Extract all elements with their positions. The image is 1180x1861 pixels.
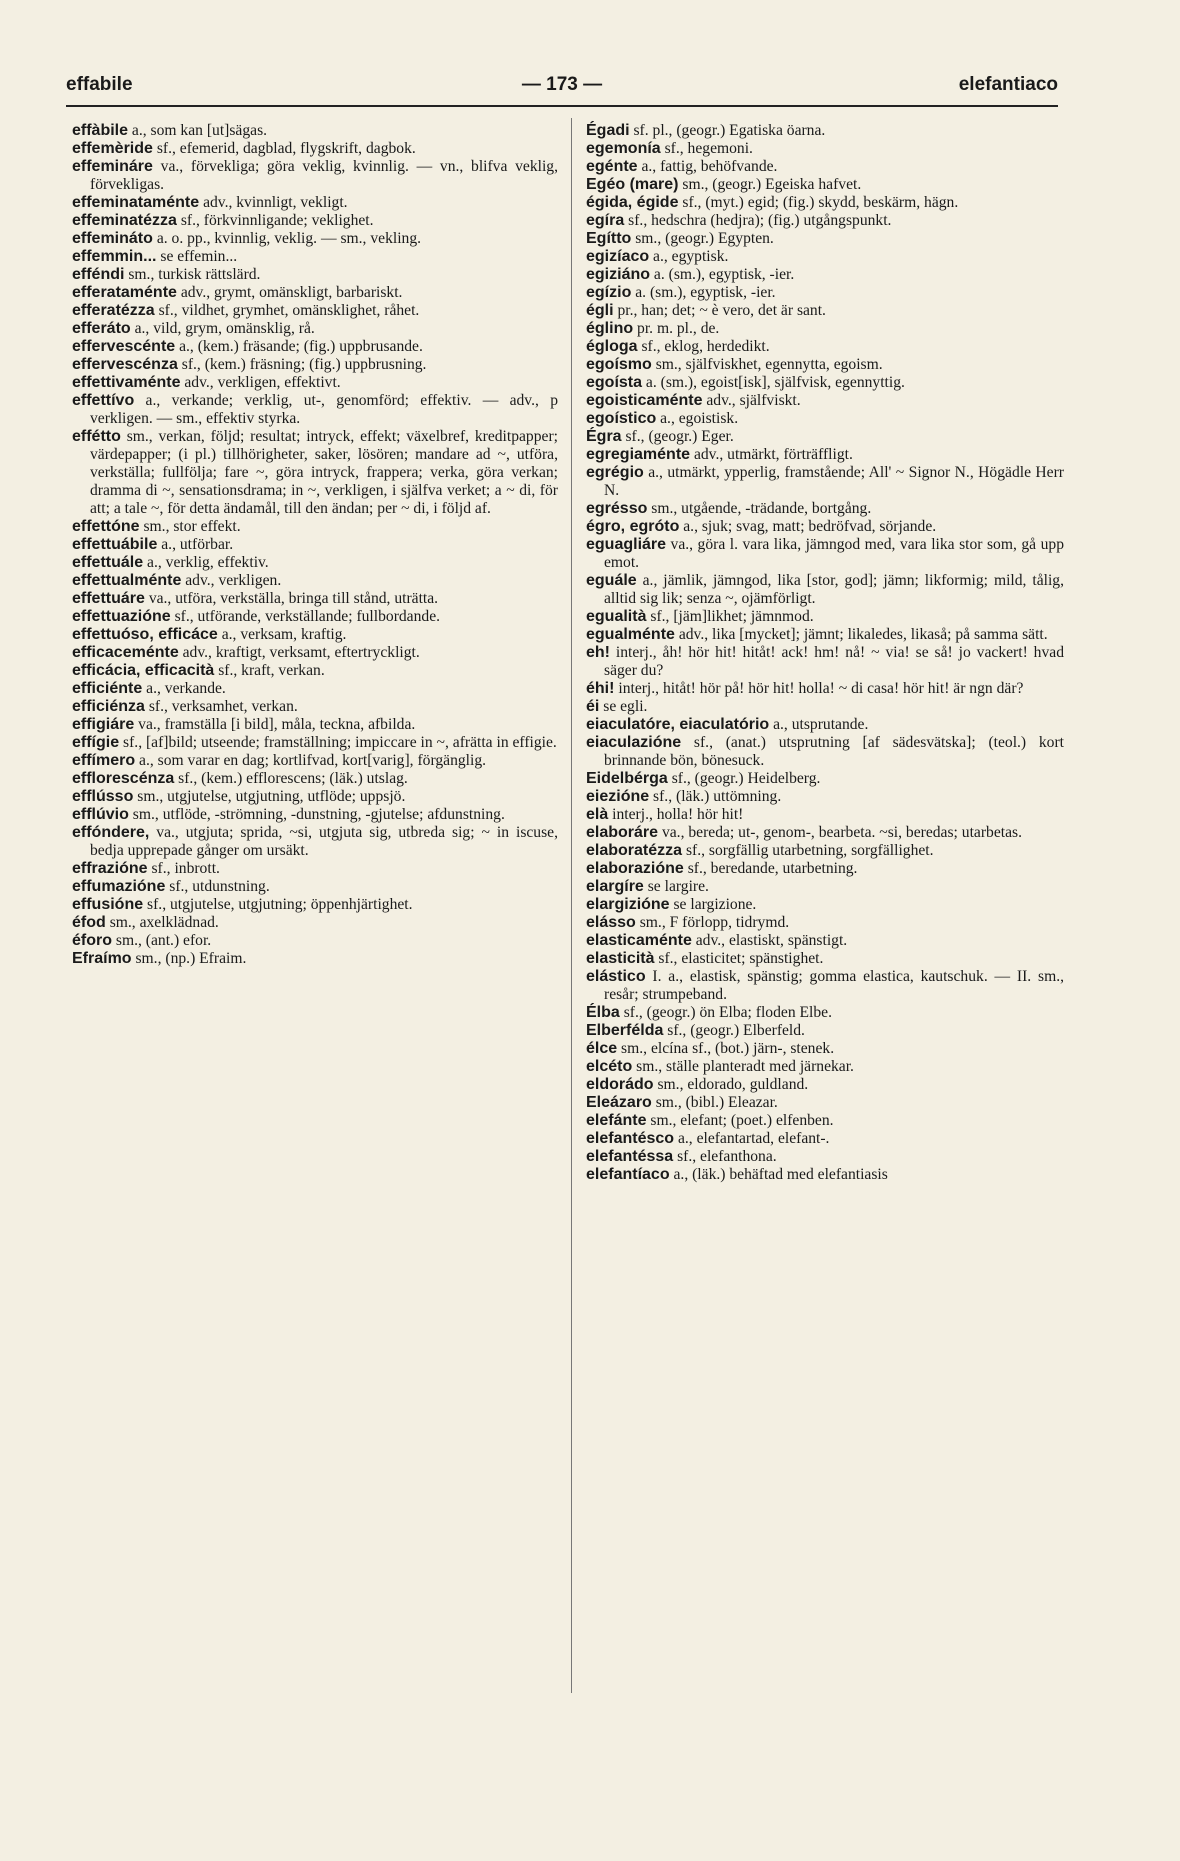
entry-headword: effóndere, bbox=[72, 824, 150, 841]
dictionary-entry bbox=[586, 1112, 1064, 1130]
entry-headword: effettivaménte bbox=[72, 374, 181, 391]
entry-headword: effumazióne bbox=[72, 878, 166, 895]
entry-headword: elasticaménte bbox=[586, 932, 692, 949]
dictionary-entry bbox=[586, 428, 1064, 446]
entry-headword: elefantíaco bbox=[586, 1166, 670, 1183]
entry-definition: va., göra l. vara lika, jämngod med, vara lika stor som, gå upp emot. bbox=[604, 536, 1064, 571]
entry-definition: I. a., elastisk, spänstig; gomma elastica, kautschuk. — II. sm., resår; strumpeband. bbox=[604, 968, 1064, 1003]
entry-definition: sm., axelklädnad. bbox=[109, 914, 219, 931]
entry-definition: interj., hitåt! hör på! hör hit! holla! ~ di casa! hör hit! är ngn där? bbox=[618, 680, 1024, 697]
entry-headword: elaboráre bbox=[586, 824, 659, 841]
entry-definition: se effemin... bbox=[160, 248, 238, 265]
entry-definition: a., verkande. bbox=[146, 680, 226, 697]
left-column bbox=[72, 122, 558, 968]
entry-headword: egemonía bbox=[586, 140, 661, 157]
entry-headword: égro, egróto bbox=[586, 518, 680, 535]
entry-definition: interj., holla! hör hit! bbox=[612, 806, 744, 823]
dictionary-entry bbox=[586, 536, 1064, 572]
dictionary-entry bbox=[586, 302, 1064, 320]
entry-definition: sm., (geogr.) Egypten. bbox=[635, 230, 774, 247]
entry-definition: sf., [jäm]likhet; jämnmod. bbox=[650, 608, 814, 625]
entry-definition: a. o. pp., kvinnlig, veklig. — sm., vekling. bbox=[156, 230, 422, 247]
entry-headword: efferáto bbox=[72, 320, 131, 337]
entry-definition: a., verklig, effektiv. bbox=[147, 554, 269, 571]
entry-headword: éhi! bbox=[586, 680, 615, 697]
dictionary-entry bbox=[586, 284, 1064, 302]
entry-definition: sm., (ant.) efor. bbox=[115, 932, 212, 949]
entry-definition: sm., utflöde, -strömning, -dunstning, -gjutelse; afdunstning. bbox=[132, 806, 505, 823]
dictionary-entry bbox=[586, 1076, 1064, 1094]
entry-headword: efflússo bbox=[72, 788, 134, 805]
entry-definition: sm., eldorado, guldland. bbox=[657, 1076, 809, 1093]
entry-definition: sf., (läk.) uttömning. bbox=[653, 788, 782, 805]
entry-headword: égida, égide bbox=[586, 194, 679, 211]
dictionary-entry bbox=[72, 374, 558, 392]
entry-headword: effervescénte bbox=[72, 338, 176, 355]
dictionary-entry bbox=[586, 860, 1064, 878]
entry-definition: sf., elefanthona. bbox=[677, 1148, 777, 1165]
entry-headword: effettívo bbox=[72, 392, 135, 409]
dictionary-entry bbox=[72, 428, 558, 518]
entry-definition: a. (sm.), egyptisk, -ier. bbox=[653, 266, 795, 283]
dictionary-entry bbox=[586, 464, 1064, 500]
dictionary-entry bbox=[586, 230, 1064, 248]
dictionary-entry bbox=[586, 734, 1064, 770]
dictionary-entry bbox=[586, 140, 1064, 158]
left-guide-word: effabile bbox=[66, 74, 133, 95]
entry-headword: effettuáre bbox=[72, 590, 145, 607]
entry-definition: sf., verksamhet, verkan. bbox=[148, 698, 298, 715]
dictionary-entry bbox=[72, 878, 558, 896]
entry-headword: éforo bbox=[72, 932, 112, 949]
entry-definition: a. (sm.), egoist[isk], själfvisk, egennyttig. bbox=[645, 374, 905, 391]
entry-definition: adv., lika [mycket]; jämnt; likaledes, likaså; på samma sätt. bbox=[678, 626, 1048, 643]
dictionary-entry bbox=[586, 320, 1064, 338]
entry-definition: adv., själfviskt. bbox=[706, 392, 801, 409]
dictionary-entry bbox=[586, 518, 1064, 536]
dictionary-entry bbox=[586, 392, 1064, 410]
entry-definition: sf., eklog, herdedikt. bbox=[641, 338, 770, 355]
dictionary-entry bbox=[586, 266, 1064, 284]
entry-headword: effettuóso, efficáce bbox=[72, 626, 218, 643]
entry-definition: sf., beredande, utarbetning. bbox=[687, 860, 858, 877]
entry-headword: effímero bbox=[72, 752, 136, 769]
entry-headword: égloga bbox=[586, 338, 638, 355]
dictionary-entry bbox=[586, 806, 1064, 824]
dictionary-entry bbox=[72, 572, 558, 590]
entry-headword: egoisticaménte bbox=[586, 392, 703, 409]
entry-definition: sf., (geogr.) ön Elba; floden Elbe. bbox=[623, 1004, 832, 1021]
entry-headword: efferatézza bbox=[72, 302, 155, 319]
entry-headword: effeminatézza bbox=[72, 212, 177, 229]
entry-definition: a., som kan [ut]sägas. bbox=[131, 122, 268, 139]
entry-headword: effettualménte bbox=[72, 572, 182, 589]
dictionary-entry bbox=[586, 626, 1064, 644]
entry-headword: effettuábile bbox=[72, 536, 158, 553]
entry-definition: sf., [af]bild; utseende; framställning; impiccare in ~, afrätta in effigie. bbox=[123, 734, 557, 751]
entry-definition: sm., elcína sf., (bot.) järn-, stenek. bbox=[621, 1040, 835, 1057]
entry-headword: efficácia, efficacità bbox=[72, 662, 215, 679]
entry-headword: elargizióne bbox=[586, 896, 670, 913]
entry-definition: sf., förkvinnligande; veklighet. bbox=[180, 212, 374, 229]
dictionary-entry bbox=[72, 158, 558, 194]
entry-headword: églino bbox=[586, 320, 634, 337]
entry-definition: sf., inbrott. bbox=[151, 860, 220, 877]
entry-definition: adv., verkligen, effektivt. bbox=[184, 374, 341, 391]
entry-definition: sf., utförande, verkställande; fullbordande. bbox=[174, 608, 441, 625]
entry-definition: a., jämlik, jämngod, lika [stor, god]; jämn; likformig; mild, tålig, alltid sig lik; senza ~, ojämförligt. bbox=[604, 572, 1064, 607]
entry-definition: sm., själfviskhet, egennytta, egoism. bbox=[655, 356, 883, 373]
entry-definition: sf., (anat.) utsprutning [af sädesvätska]; (teol.) kort brinnande bön, bönesuck. bbox=[604, 734, 1064, 769]
dictionary-entry bbox=[72, 284, 558, 302]
dictionary-entry bbox=[72, 212, 558, 230]
right-column bbox=[586, 122, 1064, 1184]
entry-headword: Elberfélda bbox=[586, 1022, 664, 1039]
entry-headword: effervescénza bbox=[72, 356, 178, 373]
dictionary-entry bbox=[72, 266, 558, 284]
entry-definition: sf. pl., (geogr.) Egatiska öarna. bbox=[633, 122, 826, 139]
dictionary-entry bbox=[586, 1094, 1064, 1112]
dictionary-entry bbox=[586, 212, 1064, 230]
dictionary-entry bbox=[586, 176, 1064, 194]
entry-definition: sf., hedschra (hedjra); (fig.) utgångspunkt. bbox=[628, 212, 892, 229]
entry-definition: a., utsprutande. bbox=[773, 716, 869, 733]
dictionary-entry bbox=[72, 320, 558, 338]
dictionary-entry bbox=[72, 644, 558, 662]
entry-definition: a., vild, grym, omänsklig, rå. bbox=[134, 320, 315, 337]
entry-headword: effemináre bbox=[72, 158, 153, 175]
entry-headword: Egéo (mare) bbox=[586, 176, 679, 193]
dictionary-entry bbox=[72, 590, 558, 608]
entry-headword: Eidelbérga bbox=[586, 770, 668, 787]
entry-definition: a., (läk.) behäftad med elefantiasis bbox=[673, 1166, 888, 1183]
dictionary-entry bbox=[586, 1004, 1064, 1022]
dictionary-entry bbox=[586, 824, 1064, 842]
entry-definition: sm., stor effekt. bbox=[143, 518, 241, 535]
dictionary-entry bbox=[586, 968, 1064, 1004]
dictionary-entry bbox=[72, 950, 558, 968]
entry-headword: elcéto bbox=[586, 1058, 633, 1075]
entry-definition: sf., efemerid, dagblad, flygskrift, dagbok. bbox=[156, 140, 416, 157]
dictionary-entry bbox=[72, 392, 558, 428]
entry-headword: eh! bbox=[586, 644, 610, 661]
entry-headword: egíra bbox=[586, 212, 625, 229]
dictionary-entry bbox=[72, 896, 558, 914]
entry-headword: egrésso bbox=[586, 500, 648, 517]
entry-headword: Égra bbox=[586, 428, 622, 445]
entry-headword: efflúvio bbox=[72, 806, 129, 823]
entry-headword: effusióne bbox=[72, 896, 144, 913]
entry-headword: effàbile bbox=[72, 122, 129, 139]
dictionary-entry bbox=[72, 770, 558, 788]
dictionary-entry bbox=[586, 446, 1064, 464]
entry-headword: eiaculazióne bbox=[586, 734, 682, 751]
entry-headword: egizíaco bbox=[586, 248, 650, 265]
entry-definition: sf., utdunstning. bbox=[169, 878, 270, 895]
dictionary-entry bbox=[586, 410, 1064, 428]
entry-definition: interj., åh! hör hit! hitåt! ack! hm! nå! ~ via! se så! jo vackert! hvad säger du? bbox=[604, 644, 1064, 679]
dictionary-entry bbox=[586, 194, 1064, 212]
entry-definition: sm., elefant; (poet.) elfenben. bbox=[650, 1112, 834, 1129]
dictionary-entry bbox=[586, 878, 1064, 896]
entry-definition: sm., utgående, -trädande, bortgång. bbox=[651, 500, 872, 517]
entry-definition: sm., (geogr.) Egeiska hafvet. bbox=[682, 176, 862, 193]
dictionary-entry bbox=[72, 860, 558, 878]
dictionary-entry bbox=[72, 626, 558, 644]
entry-definition: a., utförbar. bbox=[161, 536, 234, 553]
dictionary-entry bbox=[586, 950, 1064, 968]
dictionary-entry bbox=[586, 1022, 1064, 1040]
entry-definition: adv., elastiskt, spänstigt. bbox=[695, 932, 848, 949]
entry-definition: a., verksam, kraftig. bbox=[221, 626, 347, 643]
right-guide-word: elefantiaco bbox=[958, 74, 1058, 95]
entry-headword: effettóne bbox=[72, 518, 140, 535]
dictionary-entry bbox=[72, 734, 558, 752]
entry-headword: efflorescénza bbox=[72, 770, 175, 787]
dictionary-entry bbox=[72, 608, 558, 626]
dictionary-entry bbox=[586, 842, 1064, 860]
entry-headword: eiezióne bbox=[586, 788, 650, 805]
dictionary-entry bbox=[586, 716, 1064, 734]
entry-headword: egoístico bbox=[586, 410, 657, 427]
dictionary-entry bbox=[72, 716, 558, 734]
entry-headword: egízio bbox=[586, 284, 632, 301]
dictionary-entry bbox=[586, 122, 1064, 140]
entry-definition: sm., ställe planteradt med järnekar. bbox=[636, 1058, 854, 1075]
entry-headword: Efraímo bbox=[72, 950, 132, 967]
entry-definition: adv., grymt, omänskligt, barbariskt. bbox=[180, 284, 403, 301]
entry-definition: a., sjuk; svag, matt; bedröfvad, sörjande. bbox=[683, 518, 937, 535]
dictionary-entry bbox=[72, 122, 558, 140]
entry-definition: pr. m. pl., de. bbox=[637, 320, 720, 337]
dictionary-entry bbox=[586, 698, 1064, 716]
entry-definition: sf., (geogr.) Heidelberg. bbox=[671, 770, 821, 787]
entry-definition: va., utgjuta; sprida, ~si, utgjuta sig, utbreda sig; ~ in iscuse, bedja upprepade gånger om ursäkt. bbox=[90, 824, 558, 859]
entry-definition: se largire. bbox=[647, 878, 709, 895]
entry-definition: va., utföra, verkställa, bringa till stånd, uträtta. bbox=[148, 590, 439, 607]
entry-definition: adv., kraftigt, verksamt, eftertryckligt. bbox=[182, 644, 420, 661]
dictionary-entry bbox=[586, 644, 1064, 680]
entry-headword: elástico bbox=[586, 968, 646, 985]
entry-definition: sf., hegemoni. bbox=[664, 140, 753, 157]
dictionary-entry bbox=[72, 194, 558, 212]
entry-definition: a., elefantartad, elefant-. bbox=[677, 1130, 830, 1147]
dictionary-entry bbox=[586, 572, 1064, 608]
entry-headword: elaboratézza bbox=[586, 842, 683, 859]
dictionary-entry bbox=[72, 932, 558, 950]
dictionary-entry bbox=[72, 230, 558, 248]
entry-definition: va., bereda; ut-, genom-, bearbeta. ~si, beredas; utarbetas. bbox=[661, 824, 1022, 841]
entry-headword: effeminataménte bbox=[72, 194, 200, 211]
dictionary-entry bbox=[586, 1040, 1064, 1058]
entry-definition: sm., turkisk rättslärd. bbox=[128, 266, 261, 283]
entry-headword: effrazióne bbox=[72, 860, 148, 877]
entry-headword: elà bbox=[586, 806, 609, 823]
entry-headword: elasticità bbox=[586, 950, 655, 967]
entry-definition: a., som varar en dag; kortlifvad, kort[varig], förgänglig. bbox=[139, 752, 487, 769]
entry-headword: effétto bbox=[72, 428, 121, 445]
entry-definition: sm., utgjutelse, utgjutning, utflöde; uppsjö. bbox=[137, 788, 406, 805]
entry-definition: sf., sorgfällig utarbetning, sorgfällighet. bbox=[685, 842, 934, 859]
entry-definition: adv., kvinnligt, vekligt. bbox=[203, 194, 348, 211]
entry-definition: sm., (bibl.) Eleazar. bbox=[655, 1094, 778, 1111]
entry-definition: sf., (myt.) egid; (fig.) skydd, beskärm, hägn. bbox=[682, 194, 959, 211]
entry-definition: se egli. bbox=[603, 698, 648, 715]
dictionary-entry bbox=[586, 374, 1064, 392]
entry-headword: egualità bbox=[586, 608, 647, 625]
entry-headword: efficaceménte bbox=[72, 644, 179, 661]
dictionary-entry bbox=[72, 140, 558, 158]
entry-headword: egoísmo bbox=[586, 356, 652, 373]
entry-headword: Égadi bbox=[586, 122, 630, 139]
entry-definition: a., utmärkt, ypperlig, framstående; All' ~ Signor N., Högädle Herr N. bbox=[604, 464, 1064, 499]
dictionary-entry bbox=[72, 518, 558, 536]
entry-definition: a., egyptisk. bbox=[653, 248, 729, 265]
entry-headword: Élba bbox=[586, 1004, 620, 1021]
entry-headword: elaborazióne bbox=[586, 860, 684, 877]
entry-headword: egualménte bbox=[586, 626, 675, 643]
dictionary-entry bbox=[586, 914, 1064, 932]
entry-definition: va., förvekliga; göra veklig, kvinnlig. — vn., blifva veklig, förvekligas. bbox=[90, 158, 558, 193]
dictionary-entry bbox=[72, 302, 558, 320]
entry-definition: sf., (kem.) fräsning; (fig.) uppbrusning. bbox=[181, 356, 427, 373]
entry-headword: elásso bbox=[586, 914, 636, 931]
entry-headword: eiaculatóre, eiaculatório bbox=[586, 716, 770, 733]
entry-headword: éi bbox=[586, 698, 600, 715]
entry-headword: effemèride bbox=[72, 140, 153, 157]
entry-headword: effígie bbox=[72, 734, 120, 751]
entry-headword: effettuále bbox=[72, 554, 144, 571]
dictionary-entry bbox=[586, 788, 1064, 806]
entry-headword: efferataménte bbox=[72, 284, 177, 301]
dictionary-entry bbox=[72, 914, 558, 932]
dictionary-entry bbox=[586, 1058, 1064, 1076]
entry-headword: égli bbox=[586, 302, 614, 319]
entry-headword: efficiénza bbox=[72, 698, 145, 715]
running-header bbox=[66, 70, 1058, 106]
entry-definition: a. (sm.), egyptisk, -ier. bbox=[635, 284, 776, 301]
entry-definition: sf., (geogr.) Elberfeld. bbox=[667, 1022, 805, 1039]
entry-definition: sf., kraft, verkan. bbox=[218, 662, 325, 679]
entry-definition: sf., (geogr.) Eger. bbox=[625, 428, 734, 445]
column-divider bbox=[571, 118, 572, 1693]
entry-headword: effemmin... bbox=[72, 248, 157, 265]
dictionary-entry bbox=[72, 752, 558, 770]
entry-definition: a., egoistisk. bbox=[660, 410, 739, 427]
entry-definition: va., framställa [i bild], måla, teckna, afbilda. bbox=[138, 716, 416, 733]
dictionary-entry bbox=[586, 608, 1064, 626]
dictionary-entry bbox=[72, 662, 558, 680]
entry-definition: adv., verkligen. bbox=[185, 572, 282, 589]
dictionary-entry bbox=[586, 248, 1064, 266]
entry-headword: eguagliáre bbox=[586, 536, 667, 553]
dictionary-entry bbox=[72, 824, 558, 860]
entry-headword: eldorádo bbox=[586, 1076, 654, 1093]
dictionary-entry bbox=[72, 536, 558, 554]
dictionary-entry bbox=[72, 248, 558, 266]
dictionary-entry bbox=[586, 1130, 1064, 1148]
entry-headword: elargíre bbox=[586, 878, 644, 895]
dictionary-entry bbox=[72, 806, 558, 824]
dictionary-entry bbox=[72, 680, 558, 698]
header-rule bbox=[66, 105, 1058, 107]
dictionary-entry bbox=[586, 338, 1064, 356]
dictionary-entry bbox=[72, 788, 558, 806]
dictionary-entry bbox=[72, 554, 558, 572]
entry-definition: sm., verkan, följd; resultat; intryck, effekt; växelbref, kreditpapper; värdepapper; (i pl.) tillhörigheter, saker, lösören; mandare ad ~, utföra, verkställa; fullfölja; fare ~, göra intryck, frappera; verka, göra verkan; dramma di ~, sensationsdrama; in ~, verkligen, i själfva verket; a ~ di, för att; a tale ~, för detta ändamål, till den ändan; per ~ di, i följd af. bbox=[90, 428, 558, 517]
dictionary-entry bbox=[586, 500, 1064, 518]
entry-definition: sf., utgjutelse, utgjutning; öppenhjärtighet. bbox=[147, 896, 413, 913]
entry-headword: elefánte bbox=[586, 1112, 647, 1129]
dictionary-entry bbox=[586, 158, 1064, 176]
entry-definition: sm., F förlopp, tidrymd. bbox=[639, 914, 790, 931]
entry-headword: egoísta bbox=[586, 374, 643, 391]
entry-headword: Eleázaro bbox=[586, 1094, 652, 1111]
page-number: — 173 — bbox=[521, 74, 603, 95]
entry-definition: sf., (kem.) efflorescens; (läk.) utslag. bbox=[178, 770, 408, 787]
dictionary-entry bbox=[72, 338, 558, 356]
dictionary-entry bbox=[586, 680, 1064, 698]
entry-definition: sf., vildhet, grymhet, omänsklighet, råhet. bbox=[158, 302, 420, 319]
entry-headword: élce bbox=[586, 1040, 618, 1057]
dictionary-entry bbox=[586, 356, 1064, 374]
entry-headword: elefantéssa bbox=[586, 1148, 674, 1165]
entry-definition: sf., elasticitet; spänstighet. bbox=[658, 950, 824, 967]
dictionary-entry bbox=[586, 1166, 1064, 1184]
entry-headword: egiziáno bbox=[586, 266, 651, 283]
dictionary-entry bbox=[72, 698, 558, 716]
entry-headword: efféndi bbox=[72, 266, 125, 283]
dictionary-entry bbox=[586, 770, 1064, 788]
entry-headword: efficiénte bbox=[72, 680, 143, 697]
entry-headword: Egítto bbox=[586, 230, 632, 247]
entry-headword: egrégio bbox=[586, 464, 644, 481]
entry-definition: adv., utmärkt, förträffligt. bbox=[693, 446, 853, 463]
entry-headword: eguále bbox=[586, 572, 637, 589]
entry-definition: a., (kem.) fräsande; (fig.) uppbrusande. bbox=[179, 338, 423, 355]
entry-definition: a., verkande; verklig, ut-, genomförd; effektiv. — adv., p verkligen. — sm., effektiv styrka. bbox=[90, 392, 558, 427]
entry-definition: pr., han; det; ~ è vero, det är sant. bbox=[617, 302, 826, 319]
entry-headword: effettuazióne bbox=[72, 608, 171, 625]
dictionary-entry bbox=[586, 1148, 1064, 1166]
entry-headword: elefantésco bbox=[586, 1130, 675, 1147]
entry-definition: se largizione. bbox=[673, 896, 757, 913]
entry-definition: a., fattig, behöfvande. bbox=[641, 158, 778, 175]
entry-headword: egénte bbox=[586, 158, 638, 175]
entry-headword: effemináto bbox=[72, 230, 153, 247]
entry-headword: effigiáre bbox=[72, 716, 135, 733]
dictionary-entry bbox=[72, 356, 558, 374]
entry-definition: sm., (np.) Efraim. bbox=[135, 950, 247, 967]
entry-headword: egregiaménte bbox=[586, 446, 691, 463]
dictionary-entry bbox=[586, 932, 1064, 950]
entry-headword: éfod bbox=[72, 914, 106, 931]
dictionary-entry bbox=[586, 896, 1064, 914]
